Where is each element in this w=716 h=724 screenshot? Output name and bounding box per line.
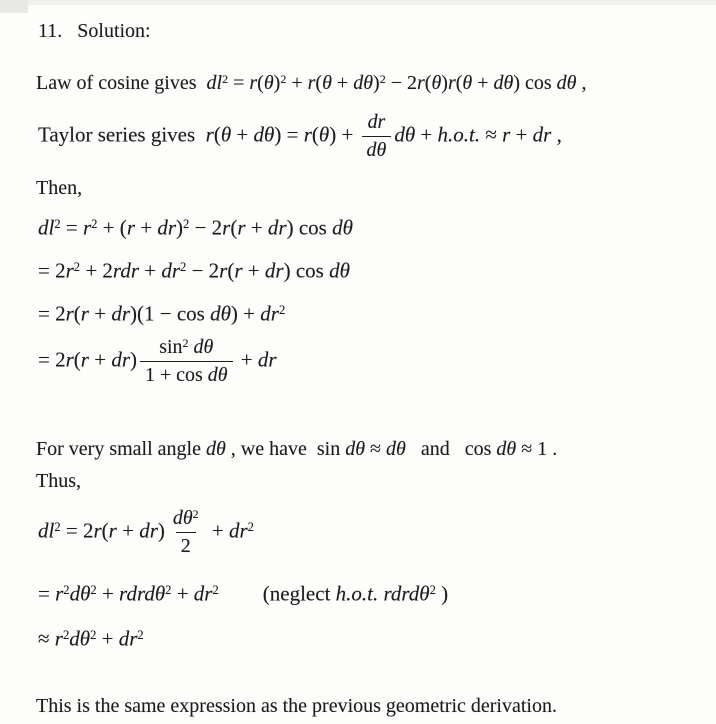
math-var: dθ bbox=[394, 122, 416, 147]
math-var: dr bbox=[118, 626, 138, 651]
text-run: + bbox=[96, 626, 119, 651]
math-var: dr bbox=[260, 301, 279, 326]
text-run: = bbox=[228, 72, 250, 94]
math-var: r bbox=[219, 258, 228, 283]
math-var: r bbox=[126, 215, 135, 240]
exponent: 2 bbox=[137, 627, 144, 642]
exponent: 2 bbox=[180, 260, 187, 275]
math-var: dθ bbox=[210, 301, 231, 326]
math-var: dr bbox=[161, 258, 181, 283]
text-run: ( bbox=[311, 122, 319, 147]
math-var: dl bbox=[38, 517, 55, 542]
exponent: 2 bbox=[165, 582, 172, 597]
text-run: − 2 bbox=[385, 72, 417, 94]
math-var: r bbox=[222, 215, 231, 240]
eq-expanded-squares bbox=[36, 250, 698, 287]
math-var: r bbox=[55, 580, 64, 605]
math-var: r bbox=[249, 72, 258, 94]
exponent: 2 bbox=[54, 519, 61, 534]
math-var: r bbox=[234, 258, 243, 283]
math-var: dθ bbox=[253, 122, 275, 147]
math-var: dr bbox=[139, 517, 158, 542]
text-run: = bbox=[38, 580, 56, 605]
text-run: Thus, bbox=[36, 469, 81, 492]
math-var: rdrdθ bbox=[383, 580, 430, 605]
math-var: dr bbox=[111, 347, 130, 372]
text-run: ) + bbox=[329, 122, 359, 147]
math-var: dθ bbox=[496, 437, 517, 460]
text-run: Taylor series gives bbox=[38, 122, 206, 147]
math-var: r bbox=[307, 72, 316, 94]
problem-heading bbox=[38, 16, 698, 46]
text-run: + bbox=[139, 258, 162, 283]
scan-edge-artifact bbox=[0, 0, 716, 5]
text-run: ≈ bbox=[38, 626, 55, 651]
text-run: = 2 bbox=[38, 258, 66, 283]
text-run: Law of cosine gives bbox=[36, 72, 207, 94]
text-run: ) cos bbox=[286, 215, 333, 240]
math-var: dθ bbox=[69, 626, 91, 651]
math-var: h.o.t. bbox=[437, 122, 481, 147]
fraction-denominator bbox=[176, 532, 196, 559]
text-run: sin bbox=[159, 335, 183, 358]
math-var: r bbox=[447, 72, 456, 94]
eq-neglect-hot bbox=[36, 573, 698, 610]
text-run: ) bbox=[176, 215, 184, 240]
math-var: r bbox=[205, 122, 214, 147]
text-run: , bbox=[576, 72, 587, 94]
eq-factored bbox=[36, 293, 698, 330]
text-run: + bbox=[135, 215, 158, 240]
text-run: 1 + cos bbox=[145, 363, 208, 386]
text-run: + bbox=[472, 72, 494, 94]
math-var: r bbox=[54, 626, 63, 651]
exponent: 2 bbox=[73, 260, 81, 275]
text-run: ) cos bbox=[513, 72, 557, 94]
math-var: θ bbox=[318, 122, 330, 147]
eq-small-angle-sub bbox=[36, 506, 698, 559]
text-run: Then, bbox=[36, 176, 83, 199]
math-var: dr bbox=[157, 215, 177, 240]
text-run: , we have sin bbox=[225, 437, 346, 460]
text-run: , bbox=[551, 122, 562, 147]
thus-label bbox=[36, 466, 698, 496]
text-run: 11. Solution: bbox=[38, 20, 151, 42]
text-run: + bbox=[88, 301, 112, 326]
math-var: dr bbox=[532, 122, 552, 147]
math-var: r bbox=[108, 517, 117, 542]
math-var: θ bbox=[220, 122, 232, 147]
fraction bbox=[168, 506, 204, 559]
math-var: dθ bbox=[205, 437, 226, 460]
math-var: dθ bbox=[366, 138, 387, 161]
exponent: 2 bbox=[63, 582, 70, 597]
text-run: ) bbox=[435, 580, 449, 605]
text-run: = 2 bbox=[60, 517, 94, 542]
math-var: dr bbox=[257, 347, 277, 372]
text-run: + bbox=[171, 580, 194, 605]
math-var: rdr bbox=[112, 258, 139, 283]
math-var: θ bbox=[431, 72, 442, 94]
text-run: + ( bbox=[97, 215, 127, 240]
text-run: ( bbox=[213, 122, 221, 147]
fraction-denominator bbox=[362, 136, 392, 163]
exponent: 2 bbox=[91, 216, 98, 231]
text-run: This is the same expression as the previous geometric derivation. bbox=[36, 695, 557, 718]
text-run: ) + bbox=[230, 301, 261, 326]
exponent: 2 bbox=[90, 582, 97, 597]
math-var: dθ bbox=[69, 580, 91, 605]
text-run: ) cos bbox=[283, 258, 330, 283]
math-var: dr bbox=[193, 580, 213, 605]
math-var: dθ bbox=[193, 335, 214, 358]
math-var: r bbox=[65, 301, 74, 326]
text-run: (neglect bbox=[262, 580, 336, 605]
text-run: ( bbox=[73, 347, 81, 372]
exponent: 2 bbox=[280, 72, 287, 86]
text-run: + bbox=[88, 347, 112, 372]
math-var: r bbox=[65, 347, 74, 372]
math-var: rdrdθ bbox=[119, 580, 166, 605]
exponent: 2 bbox=[192, 506, 199, 521]
math-var: dr bbox=[367, 111, 386, 133]
text-run: ) bbox=[373, 72, 380, 94]
text-run: − 2 bbox=[186, 258, 220, 283]
text-run: ( bbox=[315, 72, 323, 94]
text-run: ) bbox=[157, 517, 165, 542]
text-run: = 2 bbox=[38, 301, 66, 326]
text-run: and cos bbox=[405, 437, 497, 460]
math-var: θ bbox=[462, 72, 473, 94]
math-var: r bbox=[303, 122, 312, 147]
text-run: ) bbox=[441, 72, 448, 94]
math-var: r bbox=[416, 72, 425, 94]
math-var: dθ bbox=[353, 72, 374, 94]
fraction-denominator bbox=[140, 361, 233, 388]
text-run: ≈ 1 . bbox=[516, 437, 558, 460]
scan-corner-artifact bbox=[0, 0, 28, 13]
exponent: 2 bbox=[212, 582, 219, 597]
small-angle-note bbox=[36, 434, 698, 464]
text-run: ) bbox=[130, 347, 137, 372]
math-var: dr bbox=[111, 301, 130, 326]
text-run: ( bbox=[101, 517, 109, 542]
math-var: r bbox=[80, 301, 89, 326]
text-run: For very small angle bbox=[36, 437, 206, 460]
math-var: h.o.t. bbox=[335, 580, 379, 605]
text-run: ( bbox=[73, 301, 81, 326]
eq-approx-final bbox=[36, 618, 698, 655]
law-of-cosine-line bbox=[36, 64, 698, 98]
exponent: 2 bbox=[54, 216, 61, 231]
text-run: + bbox=[510, 122, 533, 147]
math-var: dθ bbox=[345, 437, 366, 460]
exponent: 2 bbox=[247, 519, 254, 534]
text-run: + 2 bbox=[80, 258, 113, 283]
text-run: = bbox=[60, 215, 83, 240]
text-run: ) bbox=[273, 72, 281, 94]
math-var: dθ bbox=[493, 72, 514, 94]
text-run: = 2 bbox=[38, 347, 66, 372]
text-run: + bbox=[245, 215, 268, 240]
math-var: dθ bbox=[172, 506, 193, 529]
exponent: 2 bbox=[429, 582, 436, 597]
exponent: 2 bbox=[278, 303, 286, 318]
fraction-numerator bbox=[363, 110, 391, 136]
text-run: ( bbox=[230, 215, 238, 240]
math-var: dr bbox=[267, 215, 287, 240]
math-var: dr bbox=[264, 258, 284, 283]
math-var: dθ bbox=[207, 363, 228, 386]
math-var: dr bbox=[228, 517, 248, 542]
text-run: ( bbox=[424, 72, 432, 94]
text-run: 2 bbox=[180, 534, 191, 557]
exponent: 2 bbox=[379, 72, 386, 86]
math-var: r bbox=[65, 258, 74, 283]
text-run: + bbox=[242, 258, 265, 283]
math-var: r bbox=[80, 347, 89, 372]
text-run: ( bbox=[455, 72, 463, 94]
exponent: 2 bbox=[183, 216, 190, 231]
math-var: r bbox=[82, 215, 92, 240]
text-run: + bbox=[231, 122, 254, 147]
text-run: + bbox=[286, 72, 308, 94]
text-run: + bbox=[235, 347, 258, 372]
eq-sin-fraction bbox=[36, 335, 698, 388]
exponent: 2 bbox=[62, 627, 70, 642]
math-var: r bbox=[93, 517, 102, 542]
math-var: dθ bbox=[329, 258, 350, 283]
math-var: dl bbox=[206, 72, 223, 94]
text-run: ) = bbox=[274, 122, 304, 147]
math-var: θ bbox=[263, 72, 274, 94]
math-var: r bbox=[237, 215, 246, 240]
fraction bbox=[362, 110, 392, 163]
eq-law-expanded bbox=[36, 207, 698, 244]
text-run: − 2 bbox=[189, 215, 223, 240]
math-var: dl bbox=[38, 215, 55, 240]
math-var: r bbox=[502, 122, 511, 147]
text-run: + bbox=[415, 122, 438, 147]
text-run: + bbox=[96, 580, 120, 605]
math-var: dθ bbox=[556, 72, 577, 94]
text-run: ( bbox=[227, 258, 235, 283]
exponent: 2 bbox=[90, 627, 97, 642]
text-run: + bbox=[331, 72, 354, 94]
fraction-numerator bbox=[168, 506, 204, 532]
taylor-series-line bbox=[36, 110, 698, 163]
text-run: ( bbox=[257, 72, 264, 94]
text-run: ≈ bbox=[480, 122, 503, 147]
fraction bbox=[140, 335, 233, 388]
math-var: θ bbox=[322, 72, 332, 94]
fraction-numerator bbox=[154, 335, 218, 361]
exponent: 2 bbox=[182, 335, 189, 350]
conclusion bbox=[36, 691, 698, 721]
math-var: dθ bbox=[332, 215, 353, 240]
text-run: ≈ bbox=[365, 437, 387, 460]
text-run: + bbox=[206, 517, 229, 542]
text-run: )(1 − cos bbox=[130, 301, 211, 326]
math-var: dθ bbox=[386, 437, 406, 460]
text-run: + bbox=[116, 517, 140, 542]
exponent: 2 bbox=[222, 72, 229, 86]
then-label bbox=[36, 173, 698, 203]
